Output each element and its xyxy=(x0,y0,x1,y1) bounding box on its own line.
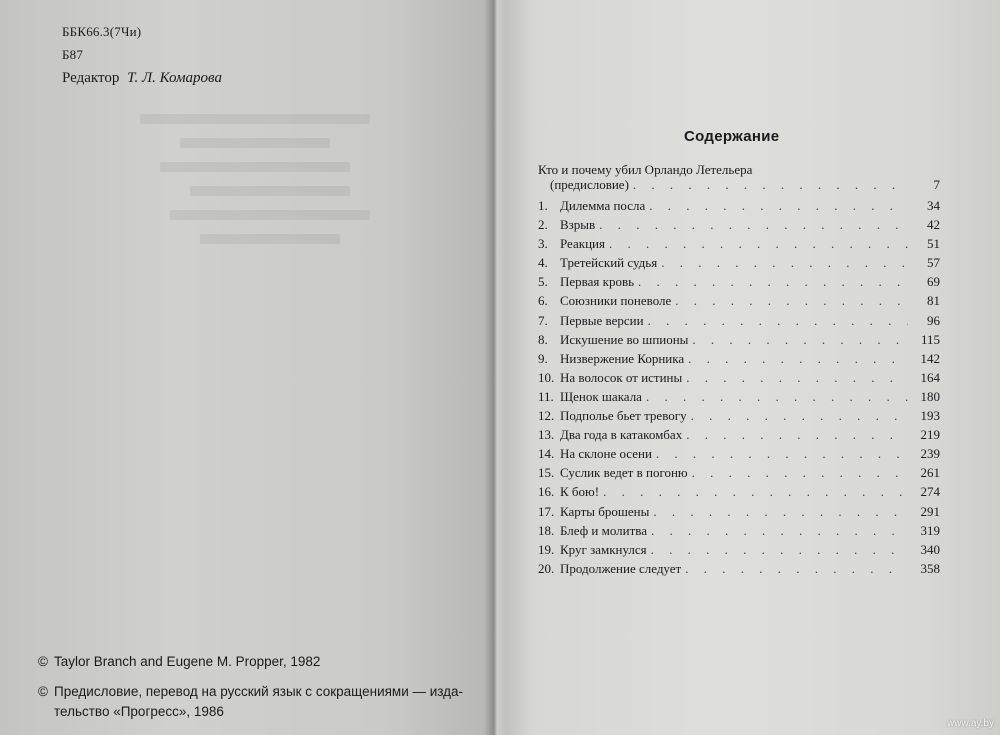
toc-entry-page: 219 xyxy=(920,427,940,443)
dot-leader xyxy=(649,196,908,215)
dot-leader xyxy=(651,521,908,540)
toc-entry xyxy=(538,196,940,215)
toc-entry-number: 11. xyxy=(538,388,554,404)
toc-entry xyxy=(538,368,940,387)
toc-entry-number: 2. xyxy=(538,217,548,233)
dot-leader xyxy=(599,215,908,234)
toc-entry xyxy=(538,406,940,425)
dot-leader xyxy=(646,387,908,406)
editor-label: Редактор xyxy=(62,70,120,86)
toc-entry-title: Круг замкнулся xyxy=(560,541,647,557)
copyright-original-text: Taylor Branch and Eugene M. Propper, 1982 xyxy=(54,654,321,669)
copyright-icon: © xyxy=(38,684,48,699)
toc-entry-title: Искушение во шпионы xyxy=(560,331,689,347)
dot-leader xyxy=(686,425,908,444)
toc-entry-page: 319 xyxy=(920,522,940,538)
toc-entry-title: Дилемма посла xyxy=(560,198,646,213)
toc-entry-number: 7. xyxy=(538,312,548,328)
toc-entry xyxy=(538,253,940,272)
toc-entry-page: 34 xyxy=(927,198,940,213)
toc-preface xyxy=(538,162,940,192)
table-of-contents xyxy=(538,162,940,578)
dot-leader xyxy=(685,559,908,578)
watermark: www.ay.by xyxy=(946,718,994,729)
toc-entry-number: 3. xyxy=(538,236,548,252)
toc-entry-page: 96 xyxy=(927,312,940,328)
toc-entry-page: 239 xyxy=(920,446,940,462)
toc-entry xyxy=(538,540,940,559)
toc-entry xyxy=(538,521,940,540)
copyright-translation xyxy=(38,682,463,722)
copyright-translation-line1: Предисловие, перевод на русский язык с сокращениями — изда- xyxy=(54,684,464,699)
dot-leader xyxy=(661,253,908,272)
toc-entry-title: К бою! xyxy=(560,484,600,500)
editor-credit xyxy=(62,70,222,87)
dot-leader xyxy=(691,406,908,425)
toc-entry-number: 1. xyxy=(538,198,548,213)
toc-entry-number: 17. xyxy=(538,503,555,519)
toc-entry-title: Блеф и молитва xyxy=(560,522,648,538)
toc-entry-number: 15. xyxy=(538,465,555,481)
toc-entry xyxy=(538,444,940,463)
toc-entry-title: Первые версии xyxy=(560,312,644,328)
dot-leader xyxy=(656,444,908,463)
dot-leader xyxy=(686,368,908,387)
dot-leader xyxy=(633,177,908,192)
left-page xyxy=(0,0,494,735)
toc-entry xyxy=(538,234,940,253)
toc-entry-number: 9. xyxy=(538,350,548,366)
editor-name: Т. Л. Комарова xyxy=(127,70,222,86)
toc-entry-number: 14. xyxy=(538,446,555,462)
book-gutter xyxy=(484,0,506,735)
dot-leader xyxy=(651,540,908,559)
toc-entry-page: 42 xyxy=(927,217,940,233)
toc-entry-number: 8. xyxy=(538,331,548,347)
toc-entry xyxy=(538,291,940,310)
toc-title: Содержание xyxy=(684,128,780,145)
toc-entry xyxy=(538,215,940,234)
toc-entry xyxy=(538,311,940,330)
toc-entry-page: 358 xyxy=(920,560,940,576)
toc-entry-page: 81 xyxy=(927,293,940,309)
toc-entry-number: 12. xyxy=(538,408,555,424)
toc-entry-number: 13. xyxy=(538,427,555,443)
toc-entry-page: 57 xyxy=(927,255,940,271)
copyright-icon: © xyxy=(38,654,48,669)
toc-entry-number: 20. xyxy=(538,560,555,576)
toc-entry xyxy=(538,272,940,291)
dot-leader xyxy=(653,502,908,521)
toc-entry-title: Щенок шакала xyxy=(560,388,642,404)
toc-entry-number: 19. xyxy=(538,541,555,557)
bbk-code: ББК66.3(7Чи) xyxy=(62,24,142,39)
toc-entry-page: 180 xyxy=(920,388,940,404)
toc-entry-page: 340 xyxy=(920,541,940,557)
toc-entry-number: 16. xyxy=(538,484,555,500)
toc-entry xyxy=(538,330,940,349)
toc-entry-title: Подполье бьет тревогу xyxy=(560,408,687,424)
dot-leader xyxy=(609,234,908,253)
toc-entry-title: На волосок от истины xyxy=(560,369,683,385)
toc-entry-page: 164 xyxy=(920,369,940,385)
toc-entry xyxy=(538,463,940,482)
toc-entry-page: 115 xyxy=(920,331,940,347)
toc-preface-page: 7 xyxy=(933,177,940,192)
dot-leader xyxy=(638,272,908,291)
toc-entry-number: 4. xyxy=(538,255,548,271)
show-through-text xyxy=(140,100,390,310)
toc-entry xyxy=(538,502,940,521)
dot-leader xyxy=(675,291,908,310)
toc-entry-title: Первая кровь xyxy=(560,274,635,290)
dot-leader xyxy=(692,330,908,349)
toc-entry-page: 142 xyxy=(920,350,940,366)
toc-entry-number: 6. xyxy=(538,293,548,309)
toc-entry-number: 10. xyxy=(538,369,555,385)
toc-entry-title: Низвержение Корника xyxy=(560,350,685,366)
toc-entry xyxy=(538,349,940,368)
author-mark: Б87 xyxy=(62,47,84,62)
toc-entry-title: Карты брошены xyxy=(560,503,650,519)
toc-entry xyxy=(538,425,940,444)
toc-entry-page: 274 xyxy=(920,484,940,500)
dot-leader xyxy=(648,311,908,330)
toc-entry-title: Союзники поневоле xyxy=(560,293,672,309)
copyright-original xyxy=(38,652,320,672)
toc-entry-title: Третейский судья xyxy=(560,255,658,271)
toc-entry-page: 69 xyxy=(927,274,940,290)
toc-entry xyxy=(538,387,940,406)
toc-entry-page: 193 xyxy=(920,408,940,424)
toc-preface-line2: (предисловие) xyxy=(550,177,629,192)
toc-entry-page: 291 xyxy=(920,503,940,519)
toc-entry-title: Продолжение следует xyxy=(560,560,682,576)
toc-entry-number: 18. xyxy=(538,522,555,538)
toc-entry-title: Реакция xyxy=(560,236,605,252)
toc-entry xyxy=(538,482,940,501)
toc-entry-page: 51 xyxy=(927,236,940,252)
toc-entry-title: Взрыв xyxy=(560,217,596,233)
toc-entry-page: 261 xyxy=(920,465,940,481)
right-page xyxy=(494,0,1000,735)
dot-leader xyxy=(688,349,908,368)
dot-leader xyxy=(603,482,908,501)
toc-entry-title: Два года в катакомбах xyxy=(560,427,683,443)
toc-entry xyxy=(538,559,940,578)
toc-entry-title: Суслик ведет в погоню xyxy=(560,465,688,481)
toc-entries xyxy=(538,196,940,578)
dot-leader xyxy=(692,463,908,482)
copyright-translation-line2: тельство «Прогресс», 1986 xyxy=(54,704,224,719)
toc-preface-line1: Кто и почему убил Орландо Летельера xyxy=(538,162,753,177)
toc-entry-title: На склоне осени xyxy=(560,446,652,462)
toc-entry-number: 5. xyxy=(538,274,548,290)
